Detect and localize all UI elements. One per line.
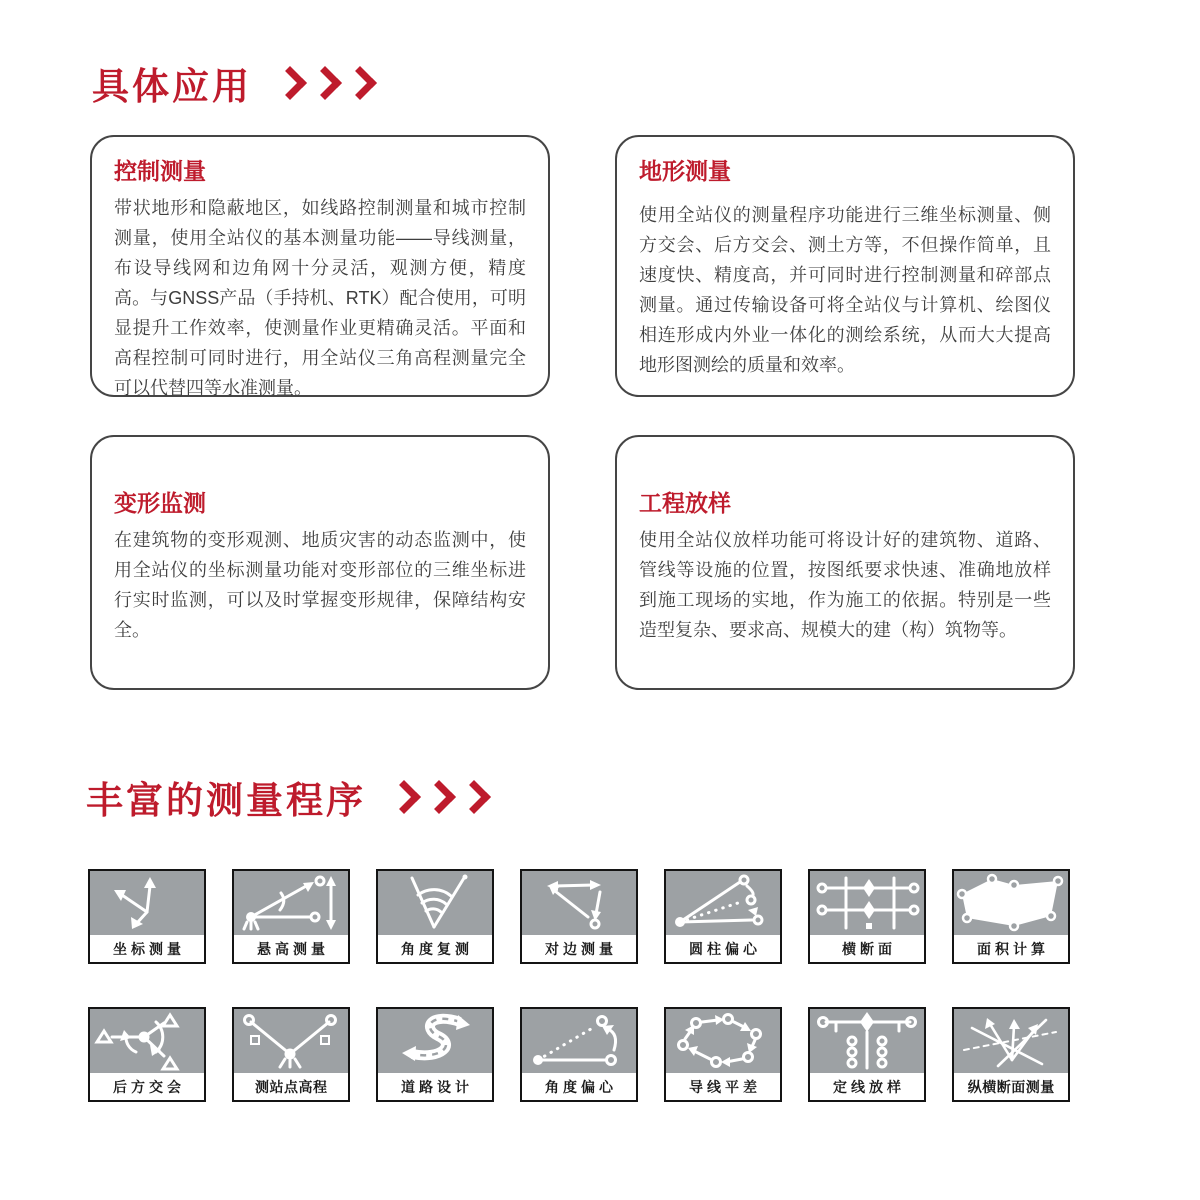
tile-label: 测站点高程 <box>255 1078 328 1095</box>
card-deformation-monitoring <box>90 435 550 690</box>
card-title: 变形监测 <box>114 490 206 516</box>
angle-offset-icon <box>522 1009 636 1073</box>
road-design-icon <box>378 1009 492 1073</box>
cylinder-offset-icon <box>666 871 780 935</box>
angle-repetition-icon <box>378 871 492 935</box>
chevron-right-icon <box>343 66 377 100</box>
tile-label: 后方交会 <box>113 1078 185 1095</box>
tile-angle-repetition <box>376 869 494 964</box>
card-body: 使用全站仪放样功能可将设计好的建筑物、道路、管线等设施的位置，按图纸要求快速、准确地放样到施工现场的实地，作为施工的依据。特别是一些造型复杂、要求高、规模大的建（构）筑物等。 <box>639 530 1051 640</box>
card-title: 地形测量 <box>639 158 731 184</box>
card-body: 带状地形和隐蔽地区，如线路控制测量和城市控制测量，使用全站仪的基本测量功能——导线测量，布设导线网和边角网十分灵活，观测方便，精度高。与GNSS产品（手持机、RTK）配合使用，可明显提升工作效率，使测量作业更精确灵活。平面和高程控制可同时进行，用全站仪三角高程测量完全可以代替四等水准测量。 <box>114 198 526 398</box>
triple-chevron-right-icon <box>278 71 383 95</box>
station-elevation-icon <box>234 1009 348 1073</box>
card-body: 使用全站仪的测量程序功能进行三维坐标测量、侧方交会、后方交会、测土方等，不但操作简单，且速度快、精度高，并可同时进行控制测量和碎部点测量。通过传输设备可将全站仪与计算机、绘图仪相连形成内外业一体化的测绘系统，从而大大提高地形图测绘的质量和效率。 <box>639 205 1051 375</box>
tile-label: 定线放样 <box>833 1078 905 1095</box>
tile-missing-line-measurement <box>520 869 638 964</box>
remote-elevation-icon <box>234 871 348 935</box>
tile-label: 导线平差 <box>689 1078 761 1095</box>
card-construction-stakeout <box>615 435 1075 690</box>
chevron-right-icon <box>422 780 456 814</box>
tile-cylinder-offset <box>664 869 782 964</box>
tile-resection <box>88 1007 206 1102</box>
chevron-right-icon <box>308 66 342 100</box>
tile-label: 对边测量 <box>545 940 617 957</box>
tile-label: 角度复测 <box>401 940 473 957</box>
chevron-right-icon <box>387 780 421 814</box>
program-tile-row-2 <box>88 1007 1070 1102</box>
tile-label: 坐标测量 <box>113 940 185 957</box>
tile-label: 悬高测量 <box>257 940 329 957</box>
tile-traverse-adjustment <box>664 1007 782 1102</box>
tile-angle-offset <box>520 1007 638 1102</box>
tile-label: 纵横断面测量 <box>967 1078 1055 1095</box>
programs-section-title <box>86 770 497 824</box>
alignment-stakeout-icon <box>810 1009 924 1073</box>
tile-label: 圆柱偏心 <box>689 940 761 957</box>
tile-station-elevation <box>232 1007 350 1102</box>
resection-icon <box>90 1009 204 1073</box>
tile-cross-section <box>808 869 926 964</box>
tile-label: 面积计算 <box>977 940 1049 957</box>
card-body: 在建筑物的变形观测、地质灾害的动态监测中，使用全站仪的坐标测量功能对变形部位的三维坐标进行实时监测，可以及时掌握变形规律，保障结构安全。 <box>114 530 526 640</box>
tile-label: 横断面 <box>842 940 896 957</box>
tile-label: 角度偏心 <box>545 1078 617 1095</box>
tile-profile-cross-section <box>952 1007 1070 1102</box>
card-title: 工程放样 <box>639 490 731 516</box>
missing-line-measurement-icon <box>522 871 636 935</box>
tile-alignment-stakeout <box>808 1007 926 1102</box>
profile-cross-section-icon <box>954 1009 1068 1073</box>
tile-area-calculation <box>952 869 1070 964</box>
tile-remote-elevation <box>232 869 350 964</box>
programs-title-text: 丰富的测量程序 <box>86 780 366 821</box>
card-control-survey <box>90 135 550 397</box>
applications-title-text: 具体应用 <box>92 66 252 107</box>
tile-coordinate-measurement <box>88 869 206 964</box>
card-topographic-survey <box>615 135 1075 397</box>
program-tile-row-1 <box>88 869 1070 964</box>
chevron-right-icon <box>273 66 307 100</box>
card-title: 控制测量 <box>114 158 206 184</box>
cross-section-icon <box>810 871 924 935</box>
traverse-adjustment-icon <box>666 1009 780 1073</box>
triple-chevron-right-icon <box>392 785 497 809</box>
tile-label: 道路设计 <box>401 1078 473 1095</box>
tile-road-design <box>376 1007 494 1102</box>
coordinate-measurement-icon <box>90 871 204 935</box>
area-calculation-icon <box>954 871 1068 935</box>
applications-section-title <box>92 56 383 110</box>
chevron-right-icon <box>457 780 491 814</box>
